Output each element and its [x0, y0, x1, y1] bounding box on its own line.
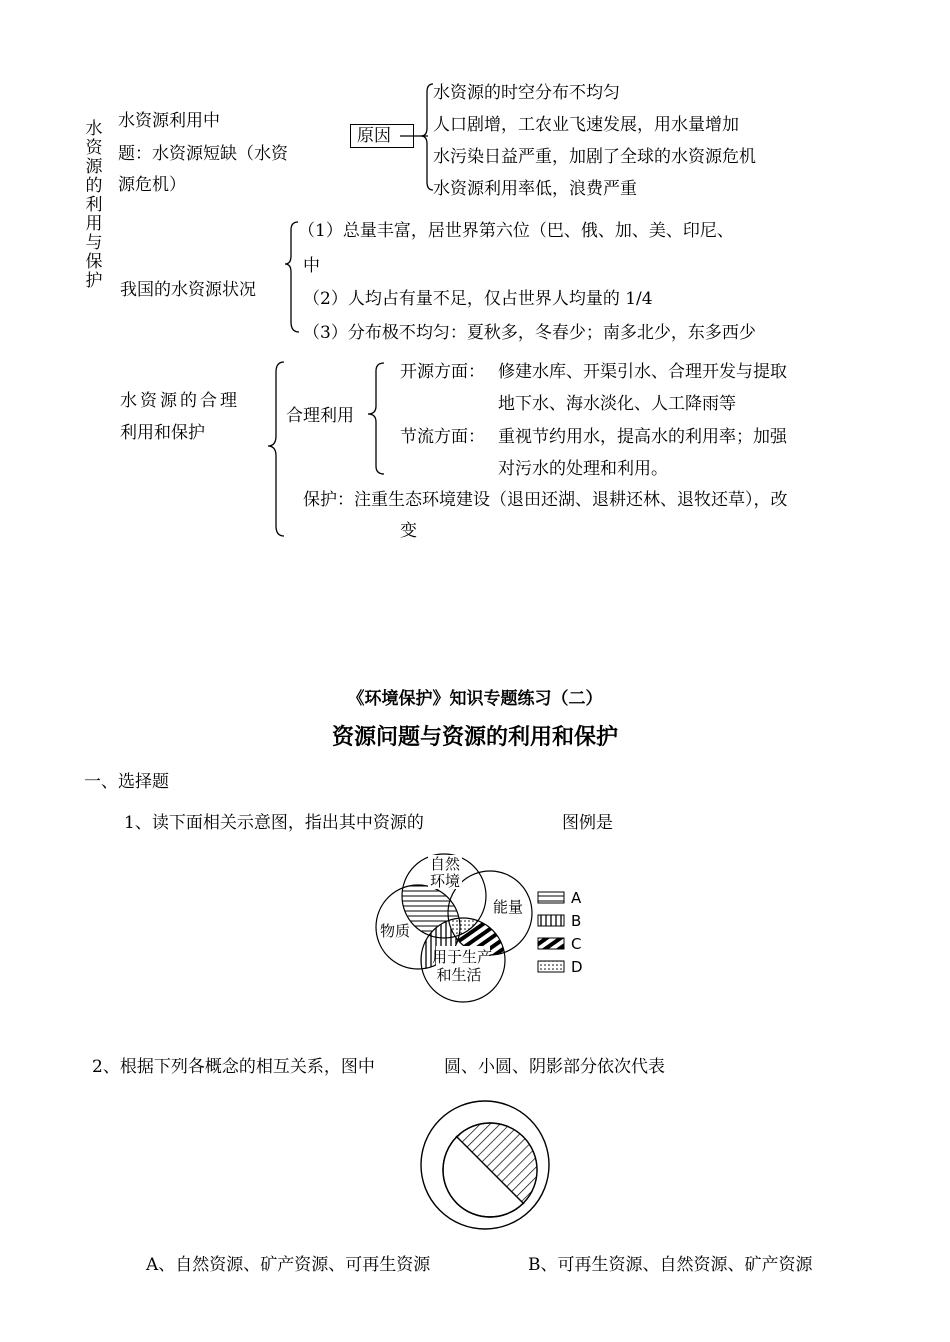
label-material: 物质	[379, 922, 411, 940]
save-line1: 重视节约用水，提高水的利用率；加强	[498, 427, 787, 447]
cause-box: 原因	[350, 124, 414, 148]
china-item: （1）总量丰富，居世界第六位（巴、俄、加、美、印尼、	[298, 221, 734, 241]
protect-label-line2: 利用和保护	[120, 423, 205, 443]
label-production-life: 用于生产	[431, 948, 493, 966]
label-natural-env: 自然	[429, 855, 461, 873]
exercise-title: 资源问题与资源的利用和保护	[331, 725, 618, 750]
source-line1: 修建水库、开渠引水、合理开发与提取	[498, 362, 787, 382]
china-item: （2）人均占有量不足，仅占世界人均量的 1/4	[303, 289, 653, 309]
cause-item: 水污染日益严重，加剧了全球的水资源危机	[433, 147, 756, 167]
question-2-tail: 圆、小圆、阴影部分依次代表	[444, 1057, 665, 1077]
section-heading: 一、选择题	[84, 772, 169, 792]
legend-b-label: B	[571, 912, 582, 930]
problem-line3: 源危机）	[118, 175, 186, 195]
rational-use-label: 合理利用	[286, 406, 354, 426]
vertical-topic-title: 水资源的利用与保护	[85, 119, 103, 291]
protect-label-line1: 水资源的合理	[120, 391, 240, 411]
china-item: （3）分布极不均匀：夏秋多，冬春少；南多北少，东多西少	[303, 323, 756, 343]
source-line2: 地下水、海水淡化、人工降雨等	[498, 394, 736, 414]
svg-text:环境: 环境	[429, 872, 461, 890]
legend-d-label: D	[571, 958, 583, 976]
china-status-label: 我国的水资源状况	[120, 280, 256, 300]
cause-item: 人口剧增，工农业飞速发展，用水量增加	[433, 115, 739, 135]
protection-line1: 保护：注重生态环境建设（退田还湖、退耕还林、退牧还草），改	[303, 490, 788, 510]
question-2: 2、根据下列各概念的相互关系，图中	[92, 1057, 375, 1077]
option-b: B、可再生资源、自然资源、矿产资源	[528, 1255, 813, 1275]
question-1: 1、读下面相关示意图，指出其中资源的	[124, 813, 424, 833]
legend-c-label: C	[571, 935, 582, 953]
svg-text:和生活: 和生活	[436, 966, 482, 984]
legend-a-label: A	[571, 889, 582, 907]
save-label: 节流方面：	[400, 427, 485, 447]
problem-line1: 水资源利用中	[118, 111, 220, 131]
exercise-subtitle: 《环境保护》知识专题练习（二）	[347, 689, 603, 709]
save-line2: 对污水的处理和利用。	[498, 459, 668, 479]
source-label: 开源方面：	[400, 362, 485, 382]
cause-item: 水资源利用率低，浪费严重	[433, 179, 637, 199]
cause-item: 水资源的时空分布不均匀	[433, 83, 620, 103]
question-1-tail: 图例是	[562, 813, 613, 833]
label-energy: 能量	[492, 898, 524, 916]
problem-line2: 题：水资源短缺（水资	[118, 144, 288, 164]
china-item-continued: 中	[303, 256, 320, 276]
option-a: A、自然资源、矿产资源、可再生资源	[146, 1255, 431, 1275]
protection-line2: 变	[400, 521, 417, 541]
